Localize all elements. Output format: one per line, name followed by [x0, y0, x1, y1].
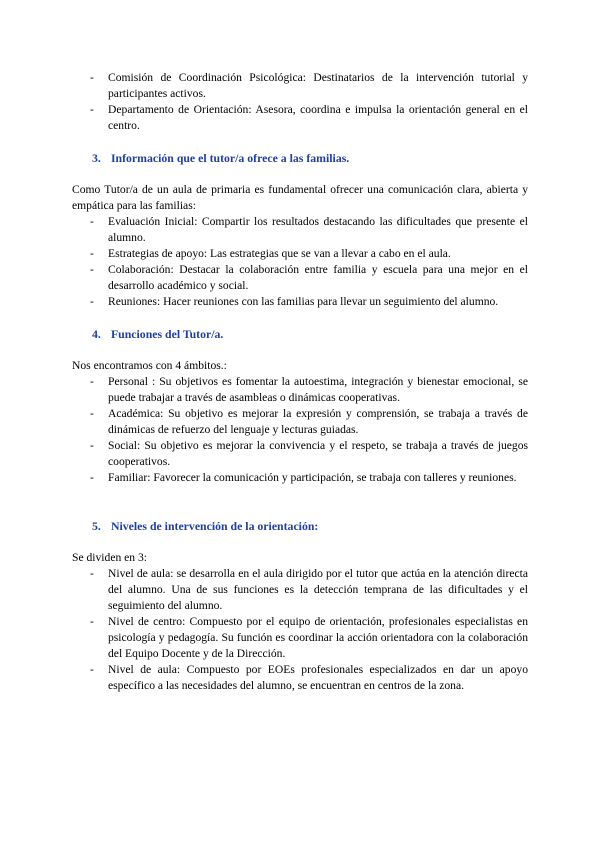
list-item: - Comisión de Coordinación Psicológica: Destinatarios de la intervención tutorial y participantes activos.: [72, 70, 528, 102]
section-5-intro: Se dividen en 3:: [72, 551, 148, 564]
section-title: Niveles de intervención de la orientación:: [110, 519, 319, 533]
list-item: - Nivel de centro: Compuesto por el equipo de orientación, profesionales especialistas en psicología y pedagogía. Su función es coordinar la acción orientadora con la colaboración del Equipo Docente y de la Dirección.: [72, 614, 528, 662]
section-title: Información que el tutor/a ofrece a las familias.: [110, 151, 350, 165]
section-4-intro: Nos encontramos con 4 ámbitos.:: [72, 359, 227, 372]
section-3-intro: Como Tutor/a de un aula de primaria es fundamental ofrecer una comunicación clara, abierta y empática para las familias:: [72, 183, 528, 212]
top-bullet-list: [72, 70, 528, 134]
list-item: - Personal : Su objetivos es fomentar la autoestima, integración y bienestar emocional, se puede trabajar a través de asambleas o dinámicas cooperativas.: [72, 374, 528, 406]
section-5-list: [72, 566, 528, 694]
section-5-heading: [92, 518, 318, 534]
list-item: - Evaluación Inicial: Compartir los resultados destacando las dificultades que presente el alumno.: [72, 214, 528, 246]
section-number: 3.: [92, 151, 101, 165]
list-item: - Familiar: Favorecer la comunicación y participación, se trabaja con talleres y reuniones.: [72, 470, 528, 486]
list-item: - Académica: Su objetivo es mejorar la expresión y comprensión, se trabaja a través de dinámicas de refuerzo del lenguaje y lecturas guiadas.: [72, 406, 528, 438]
section-3-heading: [92, 150, 349, 166]
list-item: - Nivel de aula: se desarrolla en el aula dirigido por el tutor que actúa en la atención directa del alumno. Una de sus funciones es la detección temprana de las dificultades y el seguimiento del alumno.: [72, 566, 528, 614]
list-item: - Estrategias de apoyo: Las estrategias que se van a llevar a cabo en el aula.: [72, 246, 528, 262]
section-4-heading: [92, 326, 223, 342]
section-number: 4.: [92, 327, 101, 341]
section-3-list: [72, 214, 528, 310]
list-item: - Social: Su objetivo es mejorar la convivencia y el respeto, se trabaja a través de juegos cooperativos.: [72, 438, 528, 470]
section-4-list: [72, 374, 528, 486]
section-title: Funciones del Tutor/a.: [110, 327, 224, 341]
list-item: - Colaboración: Destacar la colaboración entre familia y escuela para una mejor en el desarrollo académico y social.: [72, 262, 528, 294]
list-item: - Nivel de aula: Compuesto por EOEs profesionales especializados en dar un apoyo específico a las necesidades del alumno, se encuentran en centros de la zona.: [72, 662, 528, 694]
list-item: - Reuniones: Hacer reuniones con las familias para llevar un seguimiento del alumno.: [72, 294, 528, 310]
section-number: 5.: [92, 519, 101, 533]
list-item: - Departamento de Orientación: Asesora, coordina e impulsa la orientación general en el centro.: [72, 102, 528, 134]
